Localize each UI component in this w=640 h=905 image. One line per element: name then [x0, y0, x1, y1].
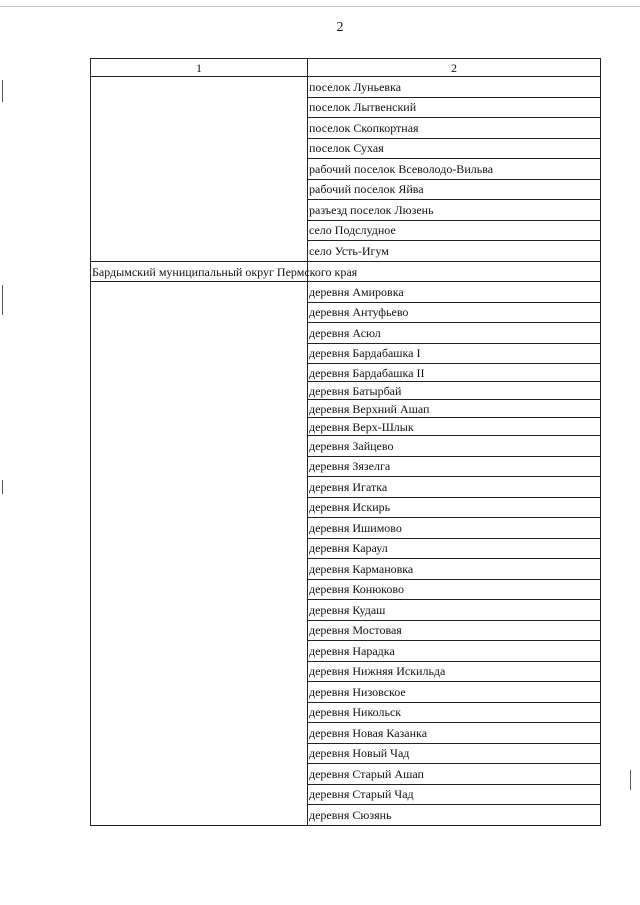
settlement-name: деревня Верхний Ашап — [308, 400, 601, 418]
settlement-name: деревня Конюково — [308, 579, 601, 600]
empty-cell — [91, 77, 308, 262]
page-top-edge — [0, 0, 640, 7]
settlement-name: деревня Верх-Шлык — [308, 418, 601, 436]
settlement-name: деревня Сюзянь — [308, 805, 601, 826]
settlement-name: деревня Старый Ашап — [308, 764, 601, 785]
settlement-name: деревня Игатка — [308, 477, 601, 498]
settlement-name: деревня Новый Чад — [308, 743, 601, 764]
settlement-name: село Подслудное — [308, 220, 601, 241]
table-row — [91, 282, 601, 303]
settlement-name: деревня Зязелга — [308, 456, 601, 477]
settlement-name: деревня Батырбай — [308, 382, 601, 400]
empty-cell — [91, 282, 308, 826]
settlement-name: поселок Лытвенский — [308, 97, 601, 118]
settlement-name: деревня Бардабашка II — [308, 364, 601, 382]
settlement-name: поселок Сухая — [308, 138, 601, 159]
settlement-name: деревня Старый Чад — [308, 784, 601, 805]
settlement-name: деревня Зайцево — [308, 436, 601, 457]
settlement-name: деревня Караул — [308, 538, 601, 559]
settlement-name: село Усть-Игум — [308, 241, 601, 262]
scan-mark — [2, 80, 3, 102]
scan-mark — [630, 770, 631, 790]
region-cell — [91, 261, 358, 282]
settlement-name: деревня Кудаш — [308, 600, 601, 621]
region-name: Бардымский муниципальный округ Пермского края — [92, 264, 358, 279]
settlement-name: поселок Луньевка — [308, 77, 601, 98]
settlement-name: деревня Ишимово — [308, 518, 601, 539]
settlement-name: деревня Нижняя Искильда — [308, 661, 601, 682]
settlement-name: разъезд поселок Люзень — [308, 200, 601, 221]
settlement-name: поселок Скопкортная — [308, 118, 601, 139]
settlement-name: деревня Бардабашка I — [308, 343, 601, 364]
settlement-name: рабочий поселок Яйва — [308, 179, 601, 200]
settlement-name: деревня Антуфьево — [308, 302, 601, 323]
settlement-name: рабочий поселок Всеволодо-Вильва — [308, 159, 601, 180]
page-number: 2 — [336, 20, 344, 35]
settlement-name: деревня Низовское — [308, 682, 601, 703]
settlement-name: деревня Кармановка — [308, 559, 601, 580]
scan-mark — [2, 285, 3, 315]
settlement-name: деревня Мостовая — [308, 620, 601, 641]
scan-mark — [2, 480, 3, 494]
settlements-table — [90, 58, 601, 826]
settlement-name: деревня Нарадка — [308, 641, 601, 662]
table-row — [91, 77, 601, 98]
header-row — [91, 59, 601, 77]
region-row — [91, 261, 601, 282]
column-header: 1 — [91, 59, 308, 77]
settlement-name: деревня Искирь — [308, 497, 601, 518]
settlement-name: деревня Никольск — [308, 702, 601, 723]
settlement-name: деревня Новая Казанка — [308, 723, 601, 744]
settlement-name: деревня Амировка — [308, 282, 601, 303]
column-header: 2 — [308, 59, 601, 77]
settlement-name: деревня Асюл — [308, 323, 601, 344]
